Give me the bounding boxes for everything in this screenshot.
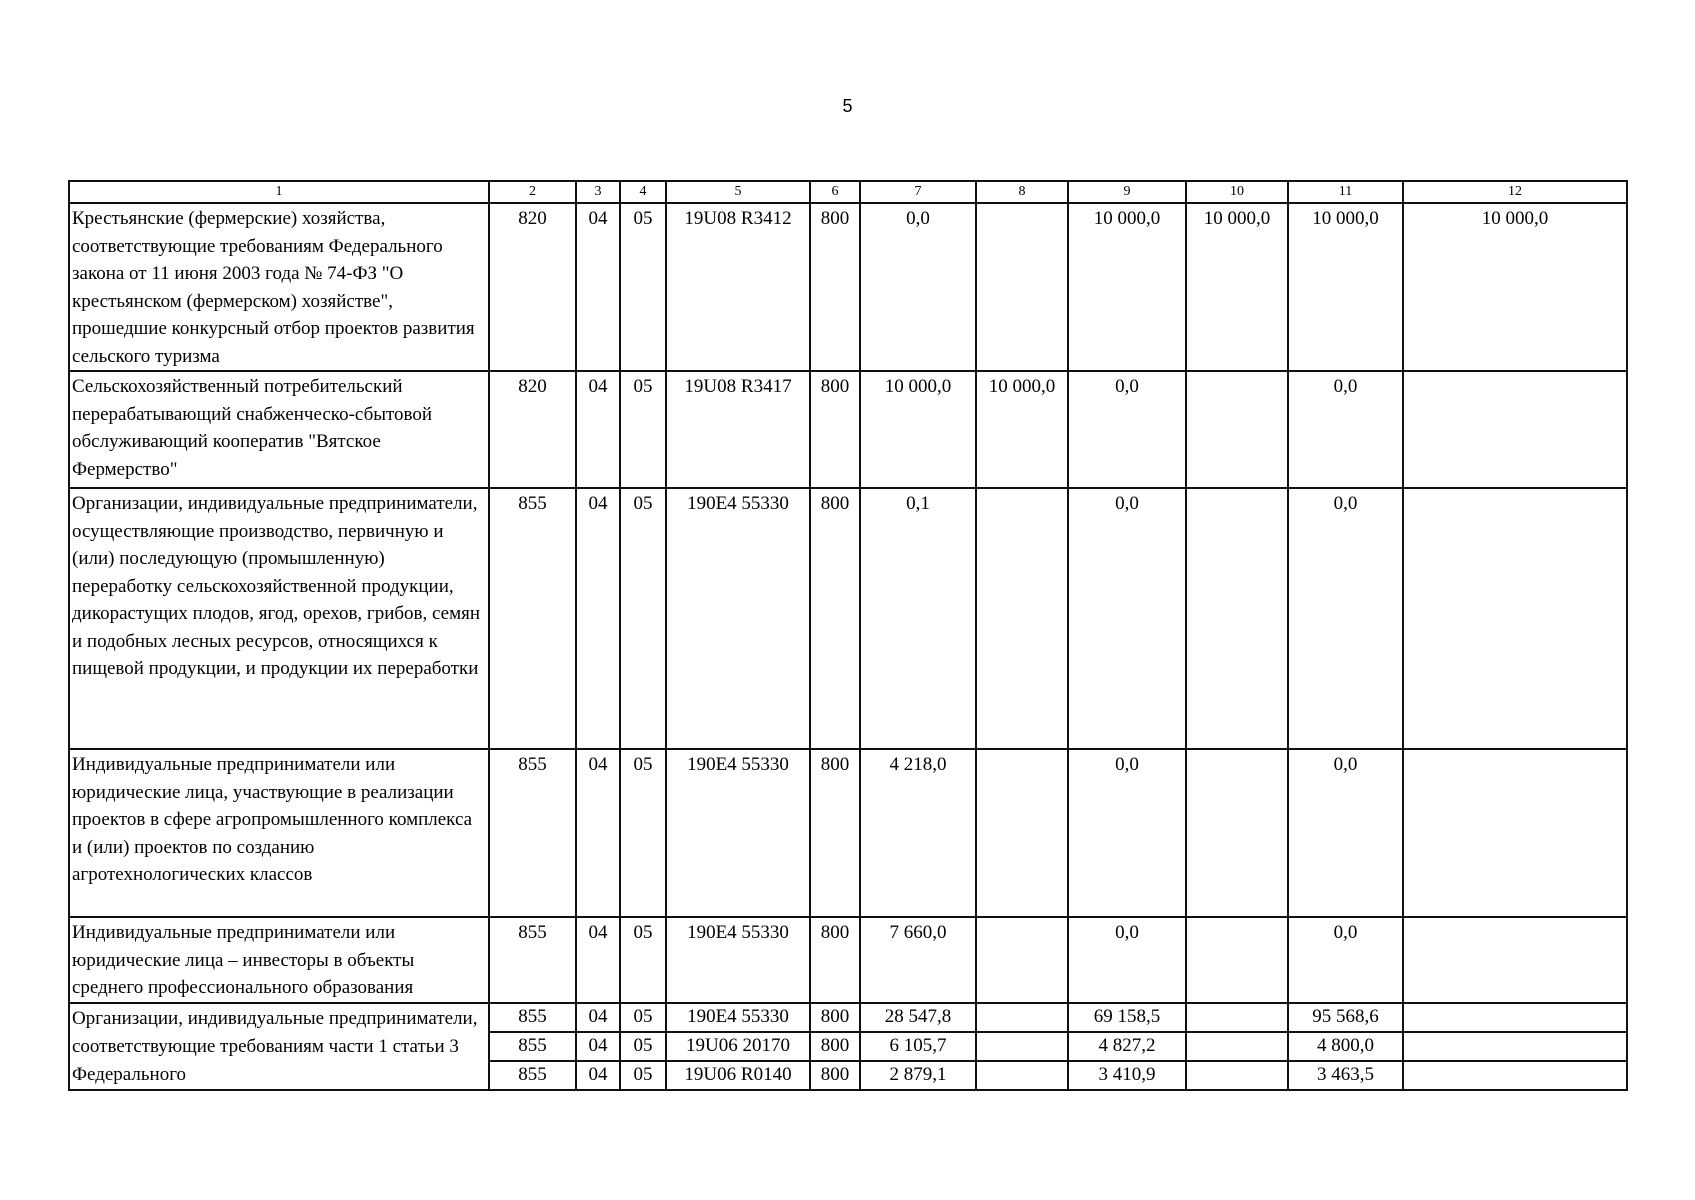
value-10-cell xyxy=(1186,749,1288,917)
code-2-cell: 855 xyxy=(489,1032,576,1061)
value-8-cell: 10 000,0 xyxy=(976,371,1068,488)
code-5-cell: 190E4 55330 xyxy=(666,917,810,1003)
code-3-cell: 04 xyxy=(576,488,620,749)
value-7-cell: 6 105,7 xyxy=(860,1032,976,1061)
value-7-cell: 0,1 xyxy=(860,488,976,749)
code-3-cell: 04 xyxy=(576,203,620,371)
value-12-cell xyxy=(1403,749,1627,917)
column-header: 3 xyxy=(576,181,620,203)
code-3-cell: 04 xyxy=(576,749,620,917)
column-header: 11 xyxy=(1288,181,1403,203)
code-6-cell: 800 xyxy=(810,917,860,1003)
value-8-cell xyxy=(976,1032,1068,1061)
value-9-cell: 0,0 xyxy=(1068,749,1186,917)
value-12-cell xyxy=(1403,1032,1627,1061)
value-10-cell xyxy=(1186,488,1288,749)
code-6-cell: 800 xyxy=(810,203,860,371)
column-header: 2 xyxy=(489,181,576,203)
value-8-cell xyxy=(976,1061,1068,1090)
value-8-cell xyxy=(976,1003,1068,1032)
recipient-name: Сельскохозяйственный потребительский перерабатывающий снабженческо-сбытовой обслуживающий кооператив "Вятское Фермерство" xyxy=(69,371,489,488)
table-header-row xyxy=(69,181,1627,203)
value-10-cell xyxy=(1186,1003,1288,1032)
code-5-cell: 19U06 R0140 xyxy=(666,1061,810,1090)
value-9-cell: 10 000,0 xyxy=(1068,203,1186,371)
value-7-cell: 10 000,0 xyxy=(860,371,976,488)
value-11-cell: 95 568,6 xyxy=(1288,1003,1403,1032)
value-8-cell xyxy=(976,917,1068,1003)
column-header: 1 xyxy=(69,181,489,203)
column-header: 10 xyxy=(1186,181,1288,203)
code-3-cell: 04 xyxy=(576,371,620,488)
recipient-name: Крестьянские (фермерские) хозяйства, соответствующие требованиям Федерального закона от 11 июня 2003 года № 74-ФЗ "О крестьянском (фермерском) хозяйстве", прошедшие конкурсный отбор проектов развития сельского туризма xyxy=(69,203,489,371)
value-10-cell xyxy=(1186,1061,1288,1090)
value-12-cell: 10 000,0 xyxy=(1403,203,1627,371)
code-3-cell: 04 xyxy=(576,1032,620,1061)
code-2-cell: 855 xyxy=(489,1061,576,1090)
code-5-cell: 19U08 R3412 xyxy=(666,203,810,371)
code-2-cell: 820 xyxy=(489,371,576,488)
value-11-cell: 10 000,0 xyxy=(1288,203,1403,371)
code-6-cell: 800 xyxy=(810,749,860,917)
value-11-cell: 0,0 xyxy=(1288,371,1403,488)
value-9-cell: 0,0 xyxy=(1068,488,1186,749)
column-header: 6 xyxy=(810,181,860,203)
table-row xyxy=(69,371,1627,488)
value-7-cell: 4 218,0 xyxy=(860,749,976,917)
column-header: 9 xyxy=(1068,181,1186,203)
column-header: 4 xyxy=(620,181,666,203)
recipient-name: Организации, индивидуальные предприниматели, осуществляющие производство, первичную и (или) последующую (промышленную) переработку сельскохозяйственной продукции, дикорастущих плодов, ягод, орехов, грибов, семян и подобных лесных ресурсов, относящихся к пищевой продукции, и продукции их переработки xyxy=(69,488,489,749)
code-4-cell: 05 xyxy=(620,749,666,917)
value-7-cell: 2 879,1 xyxy=(860,1061,976,1090)
code-2-cell: 855 xyxy=(489,488,576,749)
value-12-cell xyxy=(1403,1003,1627,1032)
code-2-cell: 855 xyxy=(489,917,576,1003)
value-9-cell: 0,0 xyxy=(1068,371,1186,488)
table-row xyxy=(69,749,1627,917)
recipient-name: Организации, индивидуальные предприниматели, соответствующие требованиям части 1 статьи 3 Федерального xyxy=(69,1003,489,1090)
code-4-cell: 05 xyxy=(620,1032,666,1061)
code-5-cell: 190E4 55330 xyxy=(666,488,810,749)
code-5-cell: 190E4 55330 xyxy=(666,1003,810,1032)
value-12-cell xyxy=(1403,917,1627,1003)
code-4-cell: 05 xyxy=(620,1003,666,1032)
value-10-cell: 10 000,0 xyxy=(1186,203,1288,371)
table-row xyxy=(69,917,1627,1003)
value-11-cell: 0,0 xyxy=(1288,488,1403,749)
code-2-cell: 855 xyxy=(489,749,576,917)
code-6-cell: 800 xyxy=(810,1032,860,1061)
value-12-cell xyxy=(1403,371,1627,488)
code-6-cell: 800 xyxy=(810,371,860,488)
code-4-cell: 05 xyxy=(620,371,666,488)
code-4-cell: 05 xyxy=(620,203,666,371)
value-11-cell: 3 463,5 xyxy=(1288,1061,1403,1090)
column-header: 5 xyxy=(666,181,810,203)
value-9-cell: 3 410,9 xyxy=(1068,1061,1186,1090)
value-7-cell: 7 660,0 xyxy=(860,917,976,1003)
code-3-cell: 04 xyxy=(576,1003,620,1032)
column-header: 7 xyxy=(860,181,976,203)
value-8-cell xyxy=(976,488,1068,749)
code-6-cell: 800 xyxy=(810,488,860,749)
code-4-cell: 05 xyxy=(620,488,666,749)
code-3-cell: 04 xyxy=(576,1061,620,1090)
value-10-cell xyxy=(1186,1032,1288,1061)
value-8-cell xyxy=(976,749,1068,917)
code-5-cell: 19U08 R3417 xyxy=(666,371,810,488)
value-9-cell: 4 827,2 xyxy=(1068,1032,1186,1061)
code-6-cell: 800 xyxy=(810,1061,860,1090)
page-number: 5 xyxy=(842,96,853,116)
code-5-cell: 190E4 55330 xyxy=(666,749,810,917)
code-2-cell: 820 xyxy=(489,203,576,371)
value-7-cell: 28 547,8 xyxy=(860,1003,976,1032)
table-row xyxy=(69,1003,1627,1032)
code-3-cell: 04 xyxy=(576,917,620,1003)
budget-table xyxy=(68,180,1628,1091)
code-4-cell: 05 xyxy=(620,1061,666,1090)
column-header: 8 xyxy=(976,181,1068,203)
value-11-cell: 4 800,0 xyxy=(1288,1032,1403,1061)
code-6-cell: 800 xyxy=(810,1003,860,1032)
value-8-cell xyxy=(976,203,1068,371)
value-7-cell: 0,0 xyxy=(860,203,976,371)
table-row xyxy=(69,203,1627,371)
value-11-cell: 0,0 xyxy=(1288,749,1403,917)
code-5-cell: 19U06 20170 xyxy=(666,1032,810,1061)
value-11-cell: 0,0 xyxy=(1288,917,1403,1003)
value-9-cell: 0,0 xyxy=(1068,917,1186,1003)
column-header: 12 xyxy=(1403,181,1627,203)
value-10-cell xyxy=(1186,371,1288,488)
value-10-cell xyxy=(1186,917,1288,1003)
recipient-name: Индивидуальные предприниматели или юридические лица – инвесторы в объекты среднего профессионального образования xyxy=(69,917,489,1003)
code-2-cell: 855 xyxy=(489,1003,576,1032)
table-row xyxy=(69,488,1627,749)
code-4-cell: 05 xyxy=(620,917,666,1003)
value-9-cell: 69 158,5 xyxy=(1068,1003,1186,1032)
value-12-cell xyxy=(1403,488,1627,749)
recipient-name: Индивидуальные предприниматели или юридические лица, участвующие в реализации проектов в сфере агропромышленного комплекса и (или) проектов по созданию агротехнологических классов xyxy=(69,749,489,917)
value-12-cell xyxy=(1403,1061,1627,1090)
